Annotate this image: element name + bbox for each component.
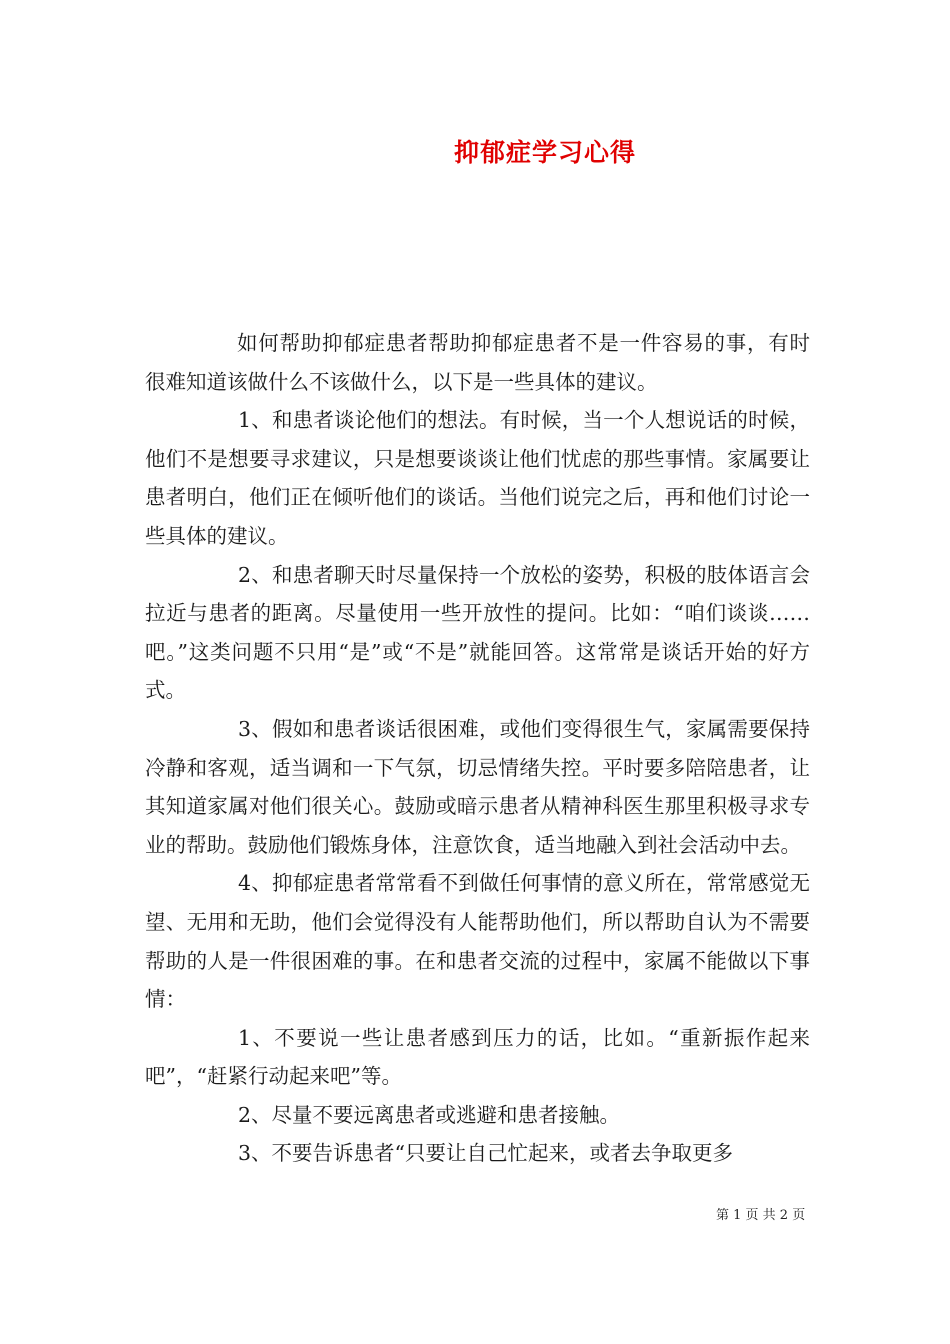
paragraph-tip-2: 2、和患者聊天时尽量保持一个放松的姿势，积极的肢体语言会拉近与患者的距离。尽量使用一些开放性的提问。比如：“咱们谈谈……吧。”这类问题不只用“是”或“不是”就能回答。这常常是谈话开始的好方式。 <box>145 562 810 703</box>
document-title: 抑郁症学习心得 <box>453 138 636 167</box>
paragraph-dont-2: 2、尽量不要远离患者或逃避和患者接触。 <box>238 1102 621 1127</box>
paragraph-tip-1: 1、和患者谈论他们的想法。有时候，当一个人想说话的时候，他们不是想要寻求建议，只是想要谈谈让他们忧虑的那些事情。家属要让患者明白，他们正在倾听他们的谈话。当他们说完之后，再和他们讨论一些具体的建议。 <box>145 408 810 548</box>
paragraph-intro: 如何帮助抑郁症患者帮助抑郁症患者不是一件容易的事，有时很难知道该做什么不该做什么，以下是一些具体的建议。 <box>145 331 810 394</box>
page-number: 第 1 页 共 2 页 <box>716 1208 806 1223</box>
paragraph-dont-3: 3、不要告诉患者“只要让自己忙起来，或者去争取更多 <box>238 1141 734 1166</box>
document-body <box>145 324 810 1173</box>
paragraph-tip-4: 4、抑郁症患者常常看不到做任何事情的意义所在，常常感觉无望、无用和无助，他们会觉得没有人能帮助他们，所以帮助自认为不需要帮助的人是一件很困难的事。在和患者交流的过程中，家属不能做以下事情： <box>145 871 810 1012</box>
paragraph-tip-3: 3、假如和患者谈话很困难，或他们变得很生气，家属需要保持冷静和客观，适当调和一下气氛，切忌情绪失控。平时要多陪陪患者，让其知道家属对他们很关心。鼓励或暗示患者从精神科医生那里积极寻求专业的帮助。鼓励他们锻炼身体，注意饮食，适当地融入到社会活动中去。 <box>145 716 810 857</box>
paragraph-dont-1: 1、不要说一些让患者感到压力的话，比如。“重新振作起来吧”，“赶紧行动起来吧”等。 <box>145 1025 810 1089</box>
